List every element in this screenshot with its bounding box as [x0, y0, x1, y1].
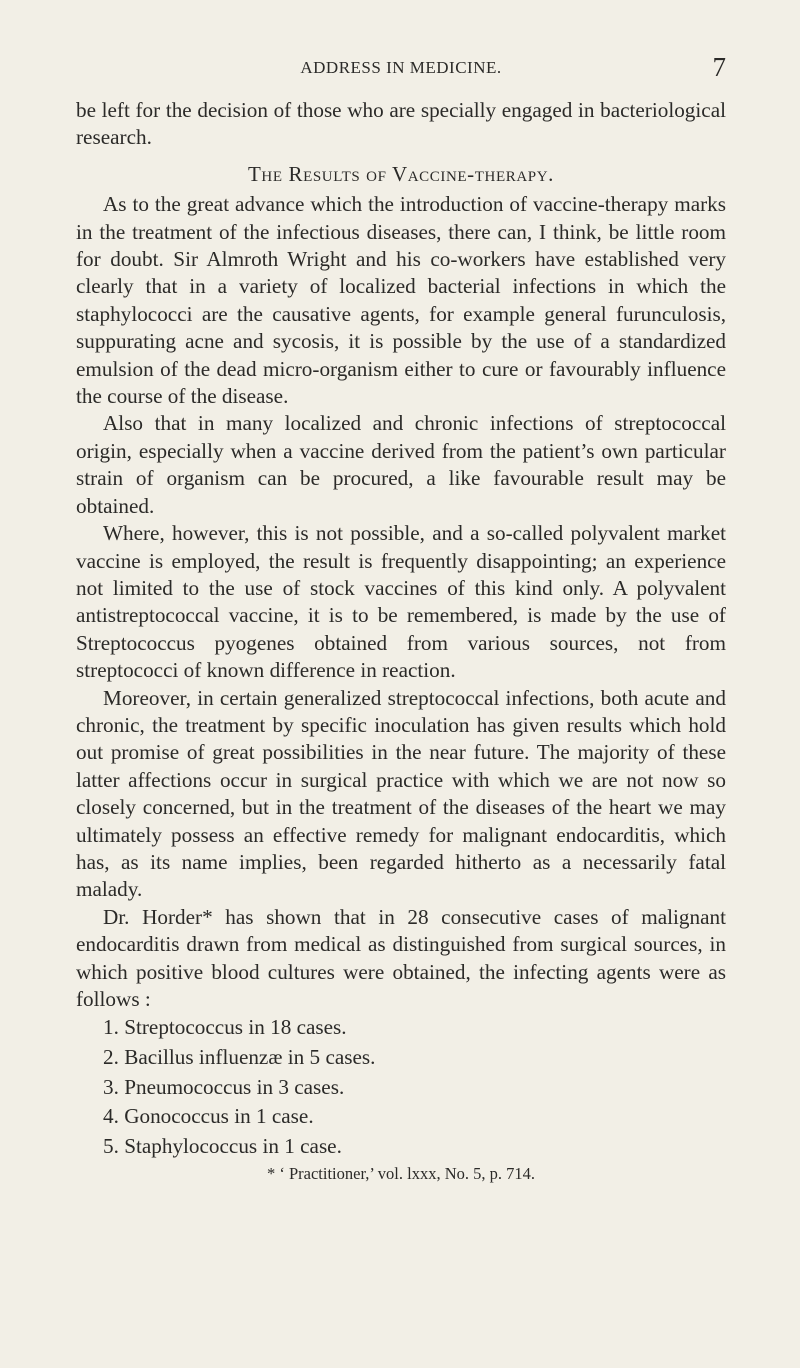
paragraph-generalized-infections: Moreover, in certain generalized streptococcal infections, both acute and chronic, the treatment by specific inoculation has given results which hold out promise of great possibilities in the near future. The majority of these latter affections occur in surgical practice with which we are not now so closely concerned, but in the treatment of the diseases of the heart we may ultimately possess an effective remedy for malignant endocarditis, which has, as its name implies, been regarded hitherto as a necessarily fatal malady. [76, 685, 726, 902]
list-item: 1. Streptococcus in 18 cases. [103, 1015, 347, 1040]
paragraph-vaccine-therapy-advance: As to the great advance which the introduction of vaccine-therapy marks in the treatment of the infectious diseases, there can, I think, be little room for doubt. Sir Almroth Wright and his co-workers have established very clearly that in a variety of localized bacterial infections in which the staphylococci are the causative agents, for example general furunculosis, suppurating acne and sycosis, it is possible by the use of a standardized emulsion of the dead micro-organism either to cure or favourably influence the course of the disease. [76, 192, 726, 409]
page-header [76, 52, 726, 88]
paragraph-continuation: be left for the decision of those who are specially engaged in bacteriological research. [76, 98, 726, 150]
paragraph-polyvalent-vaccine: Where, however, this is not possible, and a so-called polyvalent market vaccine is employed, the result is frequently disappointing; an experience not limited to the use of stock vaccines of this kind only. A polyvalent antistreptococcal vaccine, it is to be remembered, is made by the use of Streptococcus pyogenes obtained from various sources, not from streptococci of known difference in reaction. [76, 521, 726, 683]
list-item: 2. Bacillus influenzæ in 5 cases. [103, 1045, 376, 1069]
footnote: * ‘ Practitioner,’ vol. lxxx, No. 5, p. 714. [266, 1164, 536, 1184]
paragraph-horder-cases: Dr. Horder* has shown that in 28 consecutive cases of malignant endocarditis drawn from medical as distinguished from surgical sources, in which positive blood cultures were obtained, the infecting agents were as follows : [76, 904, 726, 1011]
list-item: 3. Pneumococcus in 3 cases. [103, 1074, 345, 1099]
infecting-agents-list [76, 1013, 726, 1161]
running-title: ADDRESS IN MEDICINE. [300, 58, 502, 77]
list-item: 5. Staphylococcus in 1 case. [103, 1133, 342, 1158]
body-text [76, 97, 726, 1185]
list-item: 4. Gonococcus in 1 case. [103, 1104, 314, 1129]
page-number: 7 [712, 52, 726, 82]
section-heading: The Results of Vaccine-therapy. [247, 161, 554, 186]
paragraph-streptococcal-infections: Also that in many localized and chronic infections of streptococcal origin, especially when a vaccine derived from the patient’s own particular strain of organism can be procured, a like favourable result may be obtained. [76, 411, 726, 518]
